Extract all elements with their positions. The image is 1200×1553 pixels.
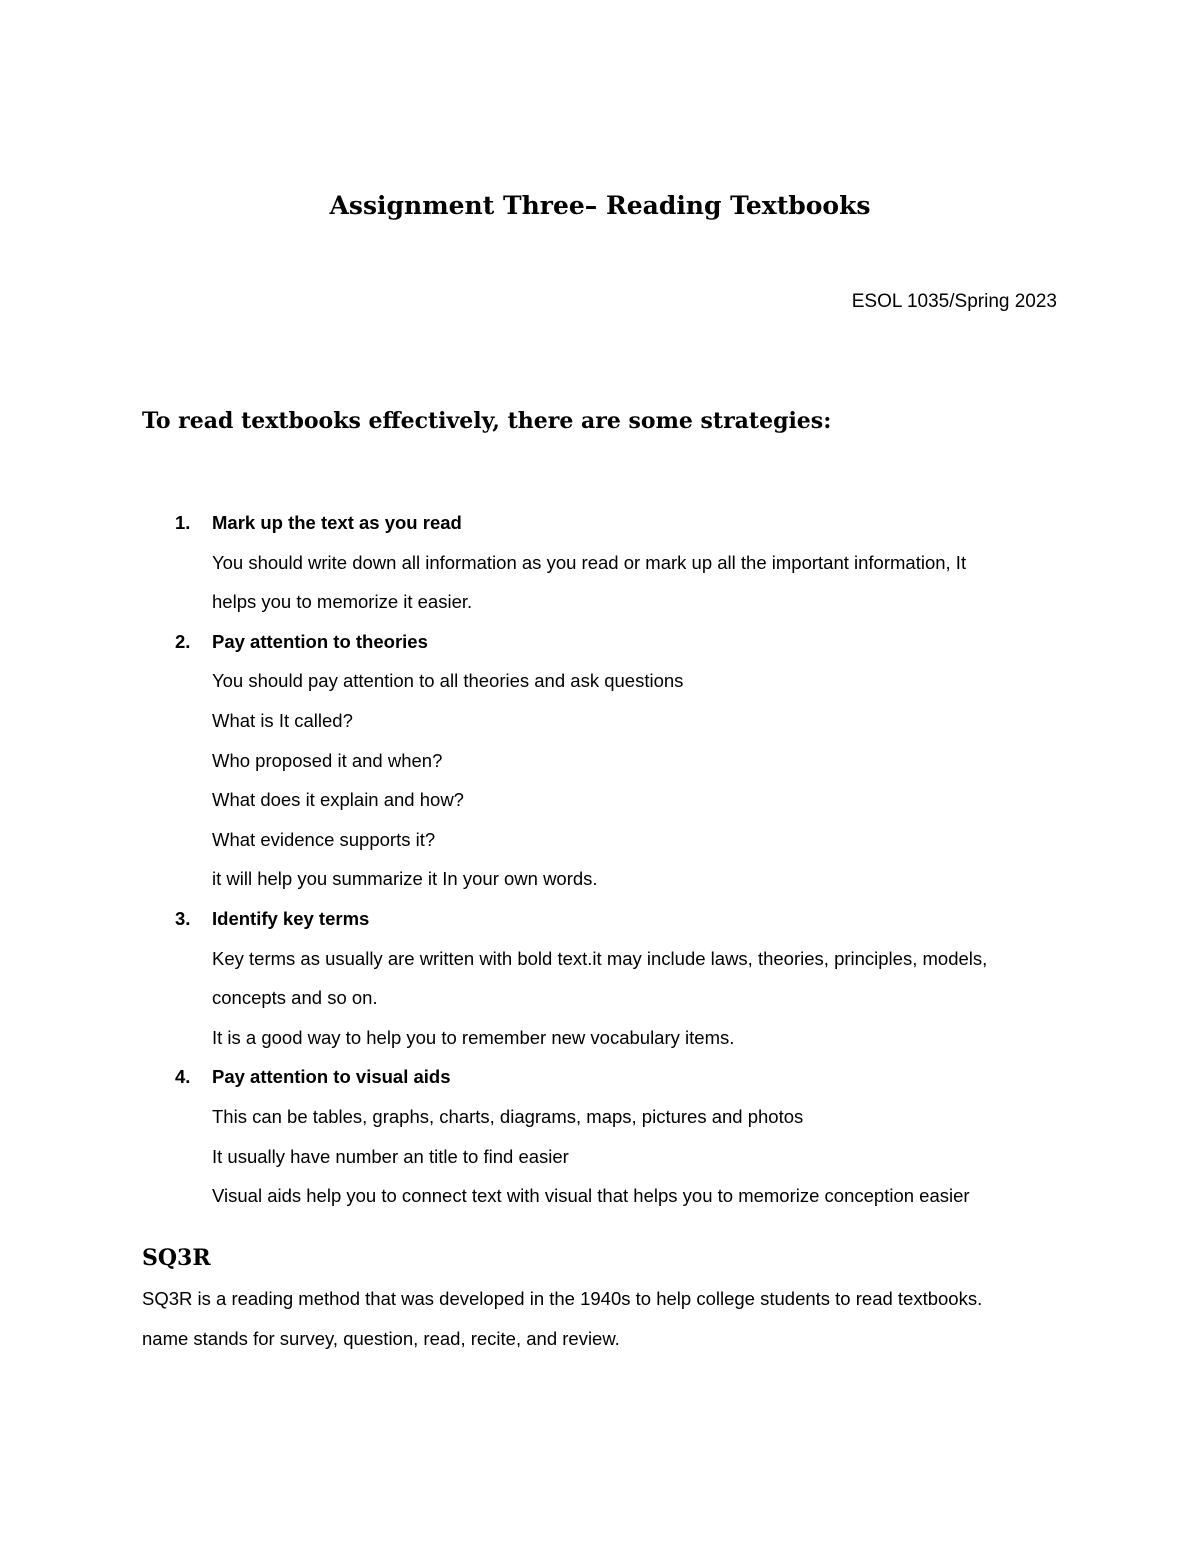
paragraph-line: SQ3R is a reading method that was developed in the 1940s to help college students to read textbooks.	[142, 1288, 983, 1309]
paragraph-line: name stands for survey, question, read, recite, and review.	[142, 1327, 620, 1349]
strategy-text-line: it will help you summarize it In your own words.	[212, 868, 598, 890]
strategy-text-line: helps you to memorize it easier.	[212, 591, 473, 613]
sq3r-heading: SQ3R	[142, 1245, 211, 1271]
strategy-text-line: What does it explain and how?	[212, 789, 464, 811]
strategy-text-line: This can be tables, graphs, charts, diagrams, maps, pictures and photos	[212, 1105, 804, 1127]
strategy-item-theories	[142, 622, 1062, 899]
intro-heading: To read textbooks effectively, there are some strategies:	[142, 408, 832, 434]
strategy-heading: Pay attention to visual aids	[212, 1066, 451, 1088]
strategy-text-line: concepts and so on.	[212, 987, 378, 1009]
strategy-text-line: What is It called?	[212, 709, 353, 731]
strategy-text-line: You should write down all information as you read or mark up all the important information, It	[212, 551, 967, 573]
course-info: ESOL 1035/Spring 2023	[851, 291, 1057, 312]
document-title: Assignment Three– Reading Textbooks	[329, 191, 871, 220]
strategy-text-line: Key terms as usually are written with bold text.it may include laws, theories, principles, models,	[212, 947, 988, 969]
strategy-heading: Mark up the text as you read	[212, 512, 462, 533]
strategy-text-line: It is a good way to help you to remember new vocabulary items.	[212, 1026, 735, 1048]
strategy-item-key-terms	[142, 899, 1062, 1057]
strategy-text-line: You should pay attention to all theories and ask questions	[212, 670, 684, 692]
strategy-heading: Identify key terms	[212, 907, 370, 929]
strategy-item-mark-up	[142, 503, 1062, 622]
strategy-text-line: Who proposed it and when?	[212, 749, 443, 771]
strategy-text-line: What evidence supports it?	[212, 828, 436, 850]
strategy-item-visual-aids	[142, 1057, 1062, 1215]
strategy-number: 3.	[175, 907, 191, 929]
sq3r-paragraph	[142, 1279, 1082, 1358]
strategy-number: 1.	[175, 512, 191, 533]
strategy-list	[142, 503, 1062, 1216]
strategy-number: 4.	[175, 1066, 191, 1088]
strategy-heading: Pay attention to theories	[212, 630, 428, 652]
strategy-number: 2.	[175, 630, 191, 652]
strategy-text-line: It usually have number an title to find easier	[212, 1145, 569, 1167]
strategy-text-line: Visual aids help you to connect text with visual that helps you to memorize conception easier	[212, 1185, 970, 1207]
